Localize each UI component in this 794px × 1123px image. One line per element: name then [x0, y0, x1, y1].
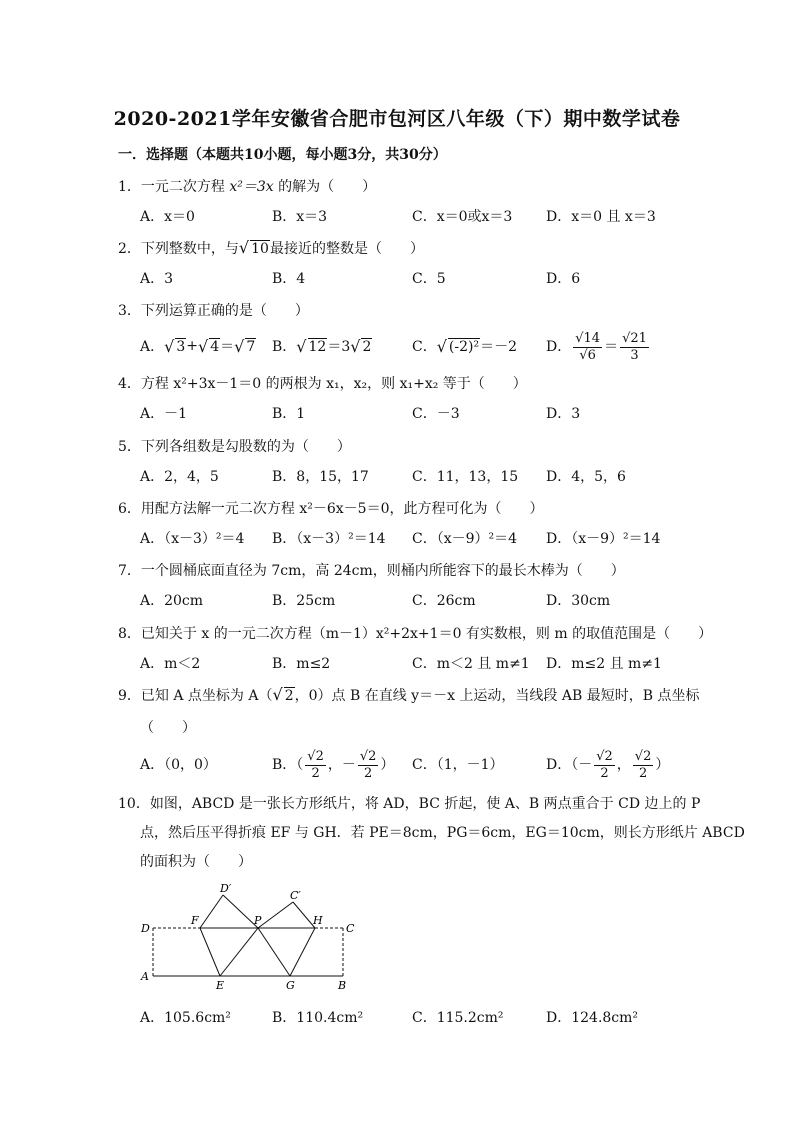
label-g: G	[286, 979, 295, 992]
q8-option-b[interactable]: B．m≤2	[272, 656, 331, 672]
question-9-bracket: （ ）	[140, 720, 196, 736]
question-7: 7．一个圆桶底面直径为 7cm，高 24cm，则桶内所能容下的最长木棒为（ ）	[118, 563, 625, 579]
q1-option-a[interactable]: A．x＝0	[140, 209, 195, 225]
q8-option-d[interactable]: D．m≤2 且 m≠1	[546, 656, 662, 672]
label-d: D	[141, 922, 150, 935]
q5-option-a[interactable]: A．2，4，5	[140, 469, 219, 485]
q6-option-b[interactable]: B．（x－3）²＝14	[272, 531, 386, 547]
q1-option-d[interactable]: D．x＝0 且 x＝3	[546, 209, 656, 225]
label-p: P	[254, 914, 262, 927]
q10-option-a[interactable]: A．105.6cm²	[140, 1010, 231, 1026]
q9-option-c[interactable]: C．（1，－1）	[412, 757, 504, 773]
segment-f-e	[200, 928, 220, 976]
question-10-line-1: 10．如图，ABCD 是一张长方形纸片，将 AD，BC 折起，使 A、B 两点重合于 CD 边上的 P	[118, 796, 701, 812]
q5-option-b[interactable]: B．8，15，17	[272, 469, 369, 485]
question-10-line-3: 的面积为（ ）	[140, 854, 252, 870]
q3-option-a[interactable]: A． √ 3 + √ 4 ＝ √ 7	[140, 336, 256, 356]
label-c-prime: C′	[290, 889, 301, 902]
q4-option-d[interactable]: D．3	[546, 406, 581, 422]
q8-option-a[interactable]: A．m＜2	[140, 656, 201, 672]
question-2-options	[140, 261, 700, 295]
question-4-options	[140, 396, 700, 430]
q2-option-d[interactable]: D．6	[546, 271, 581, 287]
q4-option-a[interactable]: A．－1	[140, 406, 188, 422]
q9-option-d[interactable]: D．（－ $\frac{√2}{2}$ ， $\frac{√2}{2}$ ）	[546, 748, 670, 781]
q4-option-b[interactable]: B．1	[272, 406, 306, 422]
label-c: C	[346, 922, 355, 935]
question-6-options	[140, 521, 700, 555]
q7-option-b[interactable]: B．25cm	[272, 593, 336, 609]
q2-option-b[interactable]: B．4	[272, 271, 306, 287]
label-a: A	[141, 970, 149, 983]
q10-option-d[interactable]: D．124.8cm²	[546, 1010, 639, 1026]
question-3-options	[140, 329, 700, 363]
segment-g-h	[290, 928, 315, 976]
q5-option-d[interactable]: D．4，5，6	[546, 469, 626, 485]
q7-option-a[interactable]: A．20cm	[140, 593, 204, 609]
question-10-options	[140, 1000, 700, 1034]
segment-p-c1	[258, 902, 293, 928]
q7-option-c[interactable]: C．26cm	[412, 593, 476, 609]
question-9-options	[140, 744, 700, 784]
question-1: 1．一元二次方程 x²＝3x 的解为（ ）	[118, 179, 377, 195]
segment-c1-h	[293, 902, 315, 928]
q9-option-a[interactable]: A．（0，0）	[140, 757, 217, 773]
q10-option-c[interactable]: C．115.2cm²	[412, 1010, 504, 1026]
question-10-line-2: 点，然后压平得折痕 EF 与 GH．若 PE＝8cm，PG＝6cm，EG＝10cm，则长方形纸片 ABCD	[140, 825, 745, 841]
label-f: F	[191, 914, 199, 927]
question-7-options	[140, 583, 700, 617]
segment-e-p	[220, 928, 258, 976]
question-8: 8．已知关于 x 的一元二次方程（m－1）x²+2x+1＝0 有实数根，则 m 的取值范围是（ ）	[118, 626, 713, 642]
folding-figure	[130, 880, 370, 995]
q10-option-b[interactable]: B．110.4cm²	[272, 1010, 364, 1026]
question-1-options	[140, 199, 700, 233]
q6-option-c[interactable]: C．（x－9）²＝4	[412, 531, 518, 547]
q6-option-d[interactable]: D．（x－9）²＝14	[546, 531, 661, 547]
q8-option-c[interactable]: C．m＜2 且 m≠1	[412, 656, 530, 672]
q3-option-b[interactable]: B． √ 12 ＝3 √ 2	[272, 336, 372, 356]
question-5: 5．下列各组数是勾股数的为（ ）	[118, 439, 351, 455]
segment-f-d1	[200, 895, 223, 928]
question-2: 2．下列整数中，与√ 10最接近的整数是（ ）	[118, 238, 424, 257]
q2-option-a[interactable]: A．3	[140, 271, 174, 287]
q3-option-d[interactable]: D． $\frac{√14}{√6}$ ＝ $\frac{√21}{3}$	[546, 330, 647, 363]
q1-option-c[interactable]: C．x＝0或x＝3	[412, 209, 513, 225]
label-h: H	[313, 914, 323, 927]
label-b: B	[338, 979, 347, 992]
segment-d1-p	[223, 895, 258, 928]
q6-option-a[interactable]: A．（x－3）²＝4	[140, 531, 245, 547]
section-heading: 一．选择题（本题共10小题，每小题3分，共30分）	[118, 147, 447, 163]
question-3: 3．下列运算正确的是（ ）	[118, 303, 309, 319]
q2-option-c[interactable]: C．5	[412, 271, 446, 287]
question-9: 9．已知 A 点坐标为 A（√ 2，0）点 B 在直线 y＝－x 上运动，当线段 AB 最短时，B 点坐标	[118, 685, 700, 704]
question-6: 6．用配方法解一元二次方程 x²－6x－5＝0，此方程可化为（ ）	[118, 501, 544, 517]
label-e: E	[216, 979, 225, 992]
exam-title: 2020-2021学年安徽省合肥市包河区八年级（下）期中数学试卷	[113, 108, 681, 130]
q1-option-b[interactable]: B．x＝3	[272, 209, 328, 225]
q5-option-c[interactable]: C．11，13，15	[412, 469, 519, 485]
question-4: 4．方程 x²+3x－1＝0 的两根为 x₁，x₂，则 x₁+x₂ 等于（ ）	[118, 376, 527, 392]
question-5-options	[140, 459, 700, 493]
segment-p-g	[258, 928, 290, 976]
q7-option-d[interactable]: D．30cm	[546, 593, 611, 609]
q3-option-c[interactable]: C． √ (-2)² ＝－2	[412, 336, 518, 356]
label-d-prime: D′	[220, 882, 232, 895]
q4-option-c[interactable]: C．－3	[412, 406, 460, 422]
question-8-options	[140, 646, 700, 680]
q9-option-b[interactable]: B．（ $\frac{√2}{2}$ ，－ $\frac{√2}{2}$ ）	[272, 748, 395, 781]
